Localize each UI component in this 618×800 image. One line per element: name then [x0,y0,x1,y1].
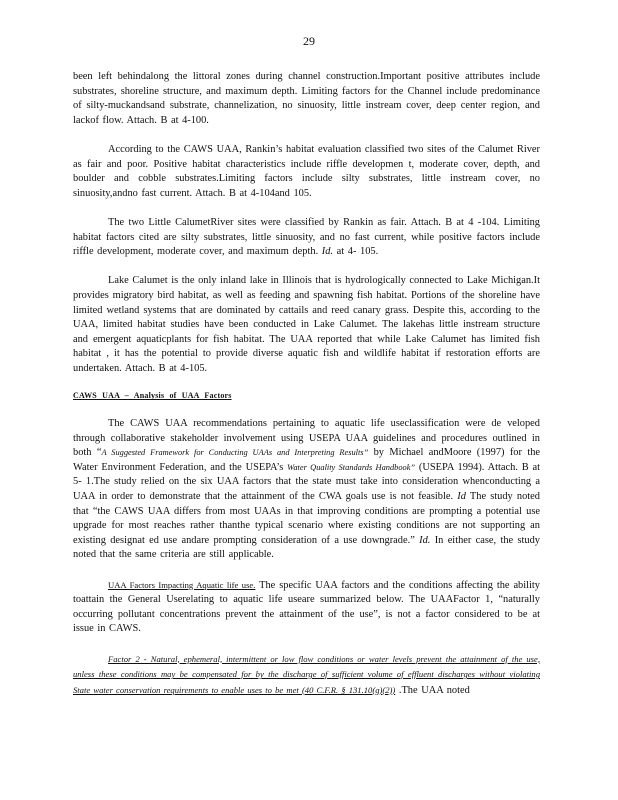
paragraph-7-tail: .The UAA noted [395,684,470,696]
paragraph-5-text-a: The CAWS UAA recommendations pertaining to aquatic life useclassification were de veloped through collaborative stakeholder involvement using USEPA UAA guidelines and procedures outlined in both “ [73,418,540,459]
id-citation: Id. [321,246,334,258]
section-heading: CAWS UAA – Analysis of UAA Factors [73,391,232,401]
paragraph-3-tail: at 4- 105. [336,246,379,258]
paragraph-3 [73,216,540,260]
paragraph-5 [73,417,540,563]
paragraph-6-text: The specific UAA factors and the conditions affecting the ability toattain the General Userelating to aquatic life useare summarized below. The UAAFactor 1, “naturally occurring pollutant concentrations prevent the attainment of the use”, is not a factor considered to be at issue in CAWS. [73,579,540,635]
paragraph-5-text-d: The study noted that “the CAWS UAA differs from most UAAs in that improving conditions are prompting a potential use upgrade for most reaches rather thanthe typical scenario where existing conditions are not supporting an existing designat ed use andare prompting consideration of a use downgrade.” [73,491,540,546]
cited-title-handbook: Water Quality Standards Handbook” [287,462,416,472]
paragraph-7 [73,652,540,699]
paragraph-5-text-e: In either case, the study noted that the same criteria are still applicable. [73,534,540,561]
paragraph-5-text-b: by Michael andMoore (1997) for the Water Environment Federation, and the USEPA’s [73,447,541,473]
factor-2-heading: Factor 2 - Natural, ephemeral, intermittent or low flow conditions or water levels prevent the attainment of the use, unless these conditions may be compensated for by the discharge of sufficient volume of effluent discharges without violating State water conservation requirements to enable uses to be met (40 C.F.R. § 131.10(g)(2)) [73,653,540,695]
paragraph-2: According to the CAWS UAA, Rankin’s habitat evaluation classified two sites of the Calumet River as fair and poor. Positive habitat characteristics include riffle developmen t, moderate cover, depth, and boulder and cobble substrates.Limiting factors include silty substrates, little instream cover, no sinuosity,andno fast current. Attach. B at 4-104and 105. [73,143,540,199]
paragraph-1: been left behindalong the littoral zones during channel construction.Important positive attributes include substrates, shoreline structure, and maximum depth. Limiting factors for the Channel include predominance of silty-muckandsand substrate, channelization, no sinuosity, little instream cover, deep center region, and lackof flow. Attach. B at 4-100. [73,71,540,126]
paragraph-6-lead: UAA Factors Impacting Aquatic life use. [108,579,256,590]
id-citation: Id. [419,534,431,546]
paragraph-5-text-c: (USEPA 1994). Attach. B at 5- 1.The study relied on the six UAA factors that the state must take into consideration whenconducting a UAA in order to demonstrate that the attainment of the CWA goals use is not feasible. [73,461,540,503]
paragraph-6 [73,578,540,637]
paragraph-3-text: The two Little CalumetRiver sites were classified by Rankin as fair. Attach. B at 4 -104. Limiting habitat factors cited are silty substrates, little sinuosity, and no fast current, while positive factors include riffle development, moderate cover, and maximum depth. [73,216,540,258]
paragraph-4: Lake Calumet is the only inland lake in Illinois that is hydrologically connected to Lake Michigan.It provides migratory bird habitat, as well as feeding and spawning fish habitat. Portions of the shoreline have limited wetland systems that are dominated by cattails and reed canary grass. Despite this, according to the UAA, limited habitat studies have been conducted in Lake Calumet. The lakehas little instream structure and emergent aquaticplants for fish habitat. The UAA reported that while Lake Calumet has limited fish habitat , it has the potential to provide diverse aquatic fish and wildlife habitat if restoration efforts are undertaken. Attach. B at 4-105. [73,275,540,374]
cited-title-framework: A Suggested Framework for Conducting UAAs and Interpreting Results” [101,448,369,458]
id-citation: Id [457,491,466,503]
document-body [73,70,540,698]
page-number: 29 [303,34,315,48]
